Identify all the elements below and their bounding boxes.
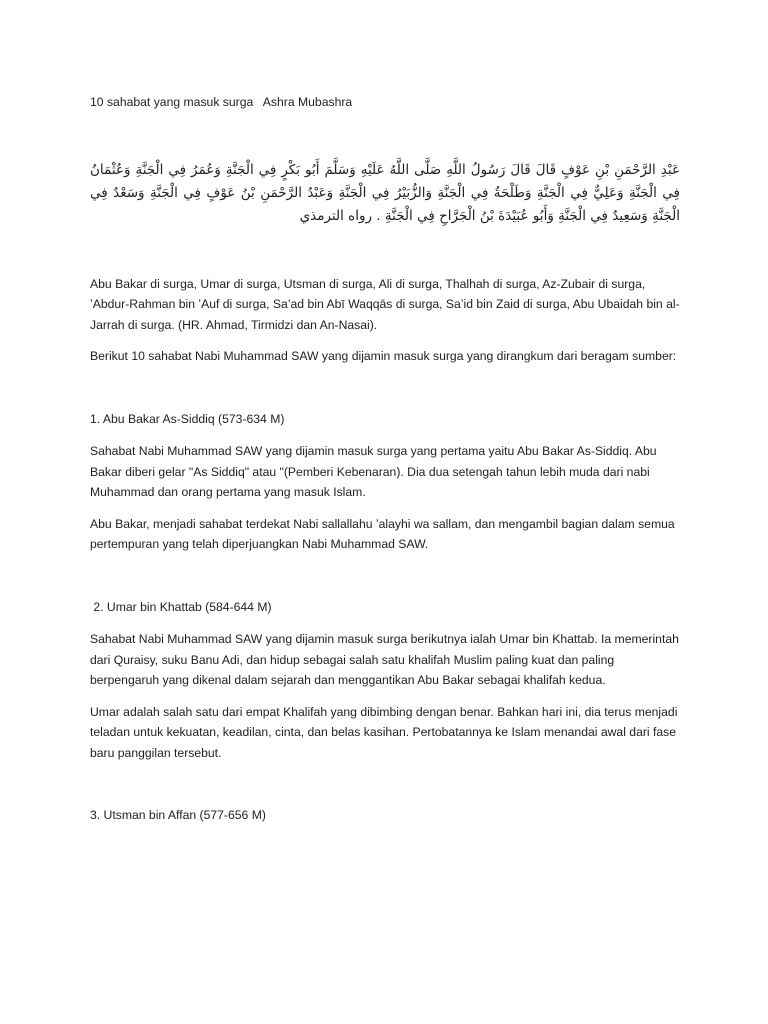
section-heading-abu-bakar: 1. Abu Bakar As-Siddiq (573-634 M) xyxy=(90,411,285,426)
intro-paragraph: Berikut 10 sahabat Nabi Muhammad SAW yang dijamin masuk surga yang dirangkum dari beragam sumber: xyxy=(90,349,677,363)
section-paragraph: Sahabat Nabi Muhammad SAW yang dijamin masuk surga yang pertama yaitu Abu Bakar As-Siddiq. Abu Bakar diberi gelar "As Siddiq" atau "(Pemberi Kebenaran). Dia dua setengah tahun lebih muda dari nabi Muhammad dan orang pertama yang masuk Islam. xyxy=(90,444,657,499)
hadith-arabic-text: عَبْدِ الرَّحْمَنِ بْنِ عَوْفٍ قَالَ قَالَ رَسُولُ اللَّهِ صَلَّى اللَّهُ عَلَيْهِ وَسَلَّمَ أَبُو بَكْرٍ فِي الْجَنَّةِ وَعُمَرُ فِي الْجَنَّةِ وَعُثْمَانُ فِي الْجَنَّةِ وَعَلِيٌّ فِي الْجَنَّةِ وَطَلْحَةُ فِي الْجَنَّةِ وَالزُّبَيْرُ فِي الْجَنَّةِ وَعَبْدُ الرَّحْمَنِ بْنُ عَوْفٍ فِي الْجَنَّةِ وَسَعْدٌ فِي الْجَنَّةِ وَسَعِيدٌ فِي الْجَنَّةِ وَأَبُو عُبَيْدَةَ بْنُ الْجَرَّاحِ فِي الْجَنَّةِ . رواه الترمذي xyxy=(90,161,680,224)
document-body xyxy=(90,92,680,826)
section-paragraph: Umar adalah salah satu dari empat Khalifah yang dibimbing dengan benar. Bahkan hari ini, dia terus menjadi teladan untuk kekuatan, keadilan, cinta, dan belas kasihan. Pertobatannya ke Islam menandai awal dari fase baru panggilan tersebut. xyxy=(90,704,678,760)
section-heading-utsman: 3. Utsman bin Affan (577-656 M) xyxy=(90,808,266,822)
section-heading-umar: 2. Umar bin Khattab (584-644 M) xyxy=(90,599,272,614)
section-paragraph: Abu Bakar, menjadi sahabat terdekat Nabi sallallahu ʼalayhi wa sallam, dan mengambil bagian dalam semua pertempuran yang telah diperjuangkan Nabi Muhammad SAW. xyxy=(90,516,675,551)
document-title: 10 sahabat yang masuk surga Ashra Mubashra xyxy=(90,95,353,109)
section-paragraph: Sahabat Nabi Muhammad SAW yang dijamin masuk surga berikutnya ialah Umar bin Khattab. Ia memerintah dari Quraisy, suku Banu Adi, dan hidup sebagai salah satu khalifah Muslim paling kuat dan paling berpengaruh yang dikenal dalam sejarah dan menggantikan Abu Bakar sebagai khalifah kedua. xyxy=(90,632,679,687)
hadith-translation: Abu Bakar di surga, Umar di surga, Utsman di surga, Ali di surga, Thalhah di surga, Az-Zubair di surga, ʼAbdur-Rahman bin ʼAuf di surga, Sa’ad bin Abī Waqqās di surga, Sa’id bin Zaid di surga, Abu Ubaidah bin al-Jarrah di surga. (HR. Ahmad, Tirmidzi dan An-Nasai). xyxy=(90,276,680,332)
